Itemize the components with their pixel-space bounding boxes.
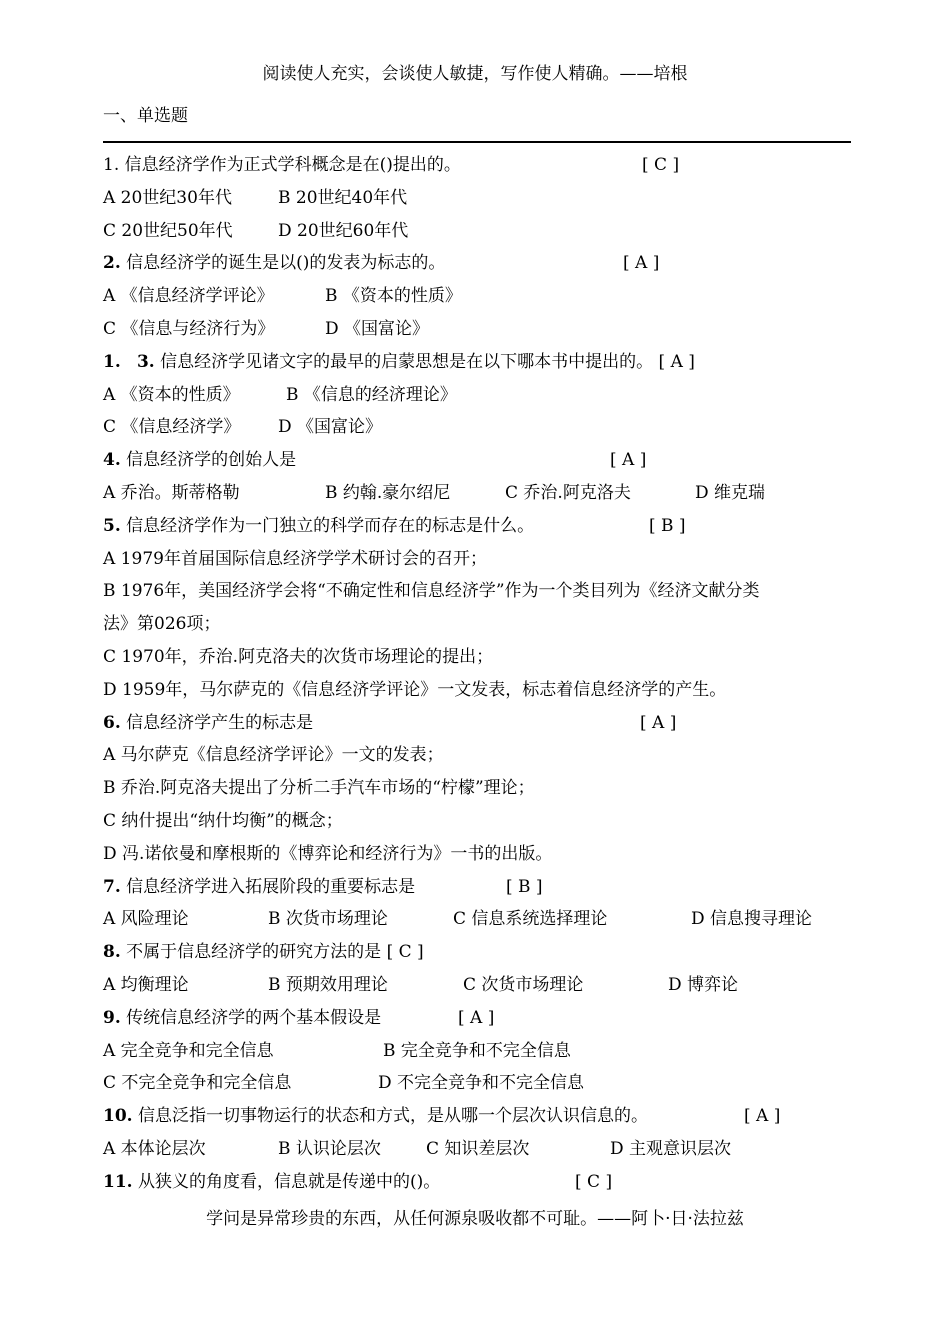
question-5 — [103, 510, 863, 543]
options-row — [103, 477, 863, 510]
answer: [ B ] — [506, 876, 543, 897]
option-b: B 乔治.阿克洛夫提出了分析二手汽车市场的“柠檬”理论； — [103, 778, 535, 799]
question-text: 信息泛指一切事物运行的状态和方式，是从哪一个层次认识信息的。 — [137, 1106, 648, 1127]
option-d: D 信息搜寻理论 — [691, 909, 813, 930]
option-a: A 乔治。斯蒂格勒 — [103, 482, 240, 503]
answer: [ A ] — [623, 253, 660, 274]
option-d: D 博弈论 — [668, 974, 739, 995]
option-b: B 认识论层次 — [278, 1138, 381, 1159]
question-text: 信息经济学产生的标志是 — [126, 712, 314, 733]
option-c: C 1970年，乔治.阿克洛夫的次货市场理论的提出； — [103, 646, 494, 667]
question-8 — [103, 936, 863, 969]
answer: [ A ] — [640, 712, 677, 733]
option-b: B 1976年，美国经济学会将“不确定性和信息经济学”作为一个类目列为《经济文献分类 — [103, 581, 760, 602]
section-title: 一、单选题 — [103, 106, 188, 126]
question-7 — [103, 871, 863, 904]
header-quote: 阅读使人充实，会谈使人敏捷，写作使人精确。——培根 — [262, 64, 688, 84]
options-row — [103, 182, 863, 215]
option-a: A 20世纪30年代 — [103, 187, 232, 208]
option-d: D 冯.诺依曼和摩根斯的《博弈论和经济行为》一书的出版。 — [103, 843, 553, 864]
options-row — [103, 313, 863, 346]
question-number: 9. — [103, 1007, 121, 1028]
answer: [ C ] — [575, 1171, 613, 1192]
option-a: A 本体论层次 — [103, 1138, 206, 1159]
options-row — [103, 1035, 863, 1068]
question-text: 信息经济学的创始人是 — [126, 450, 297, 471]
option-a: A 完全竞争和完全信息 — [103, 1040, 274, 1061]
options-row — [103, 379, 863, 412]
footer-quote: 学问是异常珍贵的东西，从任何源泉吸收都不可耻。——阿卜·日·法拉兹 — [206, 1209, 744, 1229]
question-3 — [103, 346, 863, 379]
option-c: C 不完全竞争和完全信息 — [103, 1073, 292, 1094]
answer: [ A ] — [658, 351, 695, 372]
question-number: 7. — [103, 876, 121, 897]
question-number: 3. — [136, 351, 155, 372]
question-text: 信息经济学的诞生是以()的发表为标志的。 — [126, 253, 446, 274]
option-c: C 乔治.阿克洛夫 — [505, 482, 631, 503]
question-number: 8. — [103, 942, 121, 963]
question-number: 4. — [103, 450, 121, 471]
option-d: D 主观意识层次 — [610, 1138, 732, 1159]
option-c: C 知识差层次 — [426, 1138, 530, 1159]
option-d: D 《国富论》 — [278, 417, 383, 438]
question-1 — [103, 149, 863, 182]
question-10 — [103, 1100, 863, 1133]
option-a: A 1979年首届国际信息经济学学术研讨会的召开； — [103, 548, 487, 569]
option-a: A 《资本的性质》 — [103, 384, 240, 405]
question-text: 不属于信息经济学的研究方法的是 — [126, 942, 382, 963]
option-b: B 完全竞争和不完全信息 — [383, 1040, 571, 1061]
answer: [ C ] — [642, 155, 680, 175]
question-text: 信息经济学见诸文字的最早的启蒙思想是在以下哪本书中提出的。 — [160, 351, 654, 372]
answer: [ A ] — [458, 1007, 495, 1028]
option-c: C 纳什提出“纳什均衡”的概念； — [103, 810, 343, 831]
question-9 — [103, 1002, 863, 1035]
option-b: B 《信息的经济理论》 — [286, 384, 457, 405]
list-prefix: 1. — [103, 351, 121, 372]
question-number: 10. — [103, 1106, 133, 1127]
option-d: D 1959年，马尔萨克的《信息经济学评论》一文发表，标志着信息经济学的产生。 — [103, 679, 727, 700]
options-row — [103, 280, 863, 313]
options-row — [103, 215, 863, 248]
option-d: D 《国富论》 — [325, 318, 430, 339]
option-c: C 20世纪50年代 — [103, 220, 233, 241]
options-row — [103, 1133, 863, 1166]
option-d: D 维克瑞 — [695, 482, 766, 503]
options-row — [103, 1067, 863, 1100]
question-text: 从狭义的角度看，信息就是传递中的()。 — [137, 1171, 441, 1192]
answer: [ C ] — [386, 942, 424, 963]
question-2 — [103, 247, 863, 280]
question-number: 6. — [103, 712, 121, 733]
option-d: D 不完全竞争和不完全信息 — [378, 1073, 585, 1094]
option-b: B 预期效用理论 — [268, 974, 388, 995]
options-row — [103, 903, 863, 936]
option-a: A 《信息经济学评论》 — [103, 286, 274, 307]
option-d: D 20世纪60年代 — [278, 220, 409, 241]
question-4 — [103, 444, 863, 477]
question-6 — [103, 707, 863, 740]
option-c: C 《信息与经济行为》 — [103, 318, 275, 339]
option-a: A 风险理论 — [103, 909, 189, 930]
question-text: 信息经济学进入拓展阶段的重要标志是 — [126, 876, 416, 897]
question-text: 信息经济学作为正式学科概念是在()提出的。 — [124, 155, 461, 175]
question-number: 11. — [103, 1171, 133, 1192]
question-text: 信息经济学作为一门独立的科学而存在的标志是什么。 — [126, 515, 535, 536]
question-list — [103, 149, 863, 1199]
option-c: C 次货市场理论 — [463, 974, 584, 995]
question-11 — [103, 1166, 863, 1199]
option-c: C 《信息经济学》 — [103, 417, 241, 438]
question-text: 传统信息经济学的两个基本假设是 — [126, 1007, 382, 1028]
question-number: 1. — [103, 155, 120, 175]
option-b-continued: 法》第026项； — [103, 614, 221, 635]
answer: [ B ] — [649, 515, 686, 536]
option-b: B 次货市场理论 — [268, 909, 388, 930]
option-a: A 马尔萨克《信息经济学评论》一文的发表； — [103, 745, 444, 766]
option-b: B 20世纪40年代 — [278, 187, 408, 208]
answer: [ A ] — [744, 1106, 781, 1127]
answer: [ A ] — [610, 450, 647, 471]
options-row — [103, 969, 863, 1002]
option-a: A 均衡理论 — [103, 974, 189, 995]
option-b: B 《资本的性质》 — [325, 286, 462, 307]
options-row — [103, 411, 863, 444]
question-number: 2. — [103, 253, 121, 274]
option-c: C 信息系统选择理论 — [453, 909, 608, 930]
divider-rule — [103, 141, 851, 143]
question-number: 5. — [103, 515, 121, 536]
option-b: B 约翰.豪尔绍尼 — [325, 482, 451, 503]
